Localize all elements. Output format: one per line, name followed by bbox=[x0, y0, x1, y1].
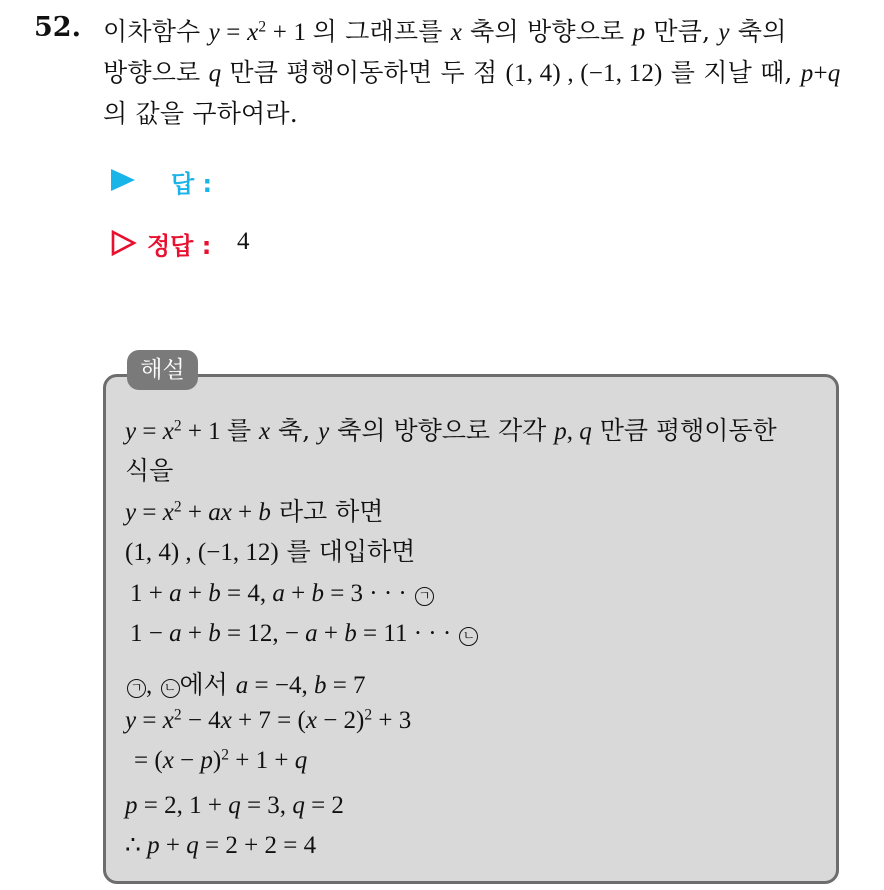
correct-answer-label: 정답 : bbox=[147, 232, 212, 260]
solution-text: (1, 4) , (−1, 12) bbox=[125, 539, 279, 566]
math-var: x bbox=[247, 19, 259, 46]
point-2: (−1, 12) bbox=[580, 60, 663, 87]
solution-text: + bbox=[159, 832, 187, 859]
problem-number: 52. bbox=[34, 12, 81, 43]
math-var: x bbox=[162, 499, 174, 526]
solution-text: 1 − bbox=[130, 620, 170, 647]
solution-text: + bbox=[181, 620, 209, 647]
solution-line bbox=[125, 830, 316, 860]
correct-answer-value: 4 bbox=[237, 228, 250, 255]
solution-text: = 3, bbox=[240, 792, 293, 819]
solution-text: = 2 bbox=[304, 792, 344, 819]
solution-text: + bbox=[181, 499, 209, 526]
solution-text: + bbox=[231, 499, 259, 526]
math-var: p bbox=[125, 792, 138, 819]
solution-text: − 4 bbox=[181, 707, 221, 734]
solution-line bbox=[130, 618, 478, 648]
solution-line: 식을 bbox=[125, 456, 174, 485]
circled-mark: ㄱ bbox=[127, 679, 146, 698]
math-var: p bbox=[147, 832, 160, 859]
problem-line-2 bbox=[103, 53, 840, 89]
solution-text: − bbox=[173, 747, 201, 774]
solution-text: 를 bbox=[226, 416, 260, 445]
exponent: 2 bbox=[173, 417, 182, 435]
circled-mark: ㄱ bbox=[415, 587, 434, 606]
math-var: x bbox=[162, 707, 174, 734]
solution-text: 축의 방향으로 각각 bbox=[329, 416, 555, 445]
solution-text: = 2, 1 + bbox=[137, 792, 229, 819]
math-var: a bbox=[235, 672, 249, 699]
math-var: q bbox=[292, 792, 305, 819]
math-var: a bbox=[272, 580, 285, 607]
exponent: 2 bbox=[173, 706, 182, 724]
solution-text: = 2 + 2 = 4 bbox=[198, 832, 317, 859]
problem-text: 의 그래프를 bbox=[312, 17, 451, 46]
problem-text: 만큼 평행이동하면 두 점 bbox=[221, 58, 506, 87]
solution-text: 라고 하면 bbox=[270, 497, 384, 526]
solution-line bbox=[125, 790, 344, 820]
solution-text: + 7 = ( bbox=[231, 707, 306, 734]
solution-text: = bbox=[136, 418, 163, 445]
math-var: y bbox=[125, 707, 137, 734]
solution-text: − 2) bbox=[316, 707, 365, 734]
solution-line bbox=[125, 411, 777, 447]
math-var: x bbox=[162, 418, 174, 445]
problem-text: 이차함수 bbox=[103, 17, 209, 46]
solution-text: + 1 + bbox=[228, 747, 295, 774]
math-var: p bbox=[554, 418, 567, 445]
solution-text: = 3 · · · bbox=[323, 580, 414, 607]
solution-line bbox=[134, 745, 307, 775]
math-var: a bbox=[305, 620, 318, 647]
math-var: b bbox=[313, 672, 327, 699]
solution-text: 만큼 평행이동한 bbox=[591, 416, 777, 445]
solution-line bbox=[125, 492, 383, 528]
math-var: y bbox=[125, 418, 137, 445]
solution-text: + bbox=[317, 620, 345, 647]
math-var: b bbox=[344, 620, 357, 647]
solution-text: = 12, − bbox=[220, 620, 306, 647]
circled-mark: ㄴ bbox=[459, 627, 478, 646]
math-var: p bbox=[200, 747, 213, 774]
solution-tab: 해설 bbox=[127, 350, 198, 390]
math-var: q bbox=[208, 60, 222, 87]
answer-label: 답 : bbox=[171, 170, 213, 198]
math-var: q bbox=[228, 792, 241, 819]
solution-text: = 4, bbox=[220, 580, 273, 607]
solution-text: 에서 bbox=[179, 670, 236, 699]
math-op: + bbox=[813, 60, 828, 87]
math-var: y bbox=[208, 19, 220, 46]
point-1: (1, 4) bbox=[505, 60, 561, 87]
solution-text: = −4, bbox=[248, 672, 314, 699]
math-var: x bbox=[305, 707, 317, 734]
solution-text: + 3 bbox=[372, 707, 412, 734]
solution-text: = bbox=[136, 499, 163, 526]
solution-text: ∴ bbox=[125, 832, 148, 859]
math-var: x bbox=[259, 418, 271, 445]
math-var: a bbox=[169, 580, 182, 607]
math-var: a bbox=[169, 620, 182, 647]
solution-line bbox=[125, 705, 411, 735]
solution-text: + bbox=[284, 580, 312, 607]
math-var: p bbox=[632, 19, 646, 46]
solution-text: + bbox=[181, 580, 209, 607]
math-var: x bbox=[220, 707, 232, 734]
math-var: q bbox=[579, 418, 592, 445]
exponent: 2 bbox=[221, 746, 229, 764]
math-var: y bbox=[718, 19, 730, 46]
solution-text: = 7 bbox=[326, 672, 366, 699]
math-var: b bbox=[311, 580, 324, 607]
solution-line bbox=[125, 665, 366, 701]
math-op: + 1 bbox=[266, 19, 313, 46]
math-var: x bbox=[162, 747, 174, 774]
solution-text: 를 대입하면 bbox=[278, 537, 416, 566]
solution-text: , bbox=[146, 672, 159, 699]
problem-text: 축의 bbox=[729, 17, 787, 46]
solution-text: 1 + bbox=[130, 580, 170, 607]
solution-text: + 1 bbox=[181, 418, 227, 445]
problem-line-1 bbox=[103, 12, 787, 48]
solution-text: , bbox=[566, 418, 580, 445]
problem-line-3: 의 값을 구하여라. bbox=[103, 99, 298, 128]
solution-text: = 11 · · · bbox=[356, 620, 458, 647]
exponent: 2 bbox=[364, 706, 373, 724]
math-var: ax bbox=[208, 499, 232, 526]
separator: , bbox=[560, 60, 581, 87]
math-var: y bbox=[125, 499, 137, 526]
problem-text: 를 지날 때, bbox=[662, 58, 801, 87]
solution-text: ) bbox=[212, 747, 222, 774]
exponent: 2 bbox=[173, 498, 182, 516]
math-var: q bbox=[186, 832, 199, 859]
math-var: x bbox=[450, 19, 463, 46]
solution-text: 축, bbox=[270, 416, 319, 445]
math-var: b bbox=[208, 620, 221, 647]
math-var: b bbox=[258, 499, 271, 526]
problem-text: 방향으로 bbox=[103, 58, 209, 87]
outline-arrow-icon bbox=[111, 230, 137, 256]
math-var: q bbox=[294, 747, 308, 774]
math-var: b bbox=[208, 580, 221, 607]
math-var: y bbox=[318, 418, 330, 445]
problem-text: 축의 방향으로 bbox=[462, 17, 633, 46]
math-op: = bbox=[219, 19, 248, 46]
exponent: 2 bbox=[258, 18, 267, 36]
solution-text: = bbox=[136, 707, 163, 734]
solution-line bbox=[125, 532, 415, 568]
math-var: q bbox=[827, 60, 841, 87]
solution-text: = ( bbox=[134, 747, 163, 774]
solution-line bbox=[130, 578, 434, 608]
problem-text: 만큼, bbox=[645, 17, 719, 46]
play-arrow-icon bbox=[111, 169, 135, 191]
circled-mark: ㄴ bbox=[161, 679, 180, 698]
math-var: p bbox=[800, 60, 814, 87]
